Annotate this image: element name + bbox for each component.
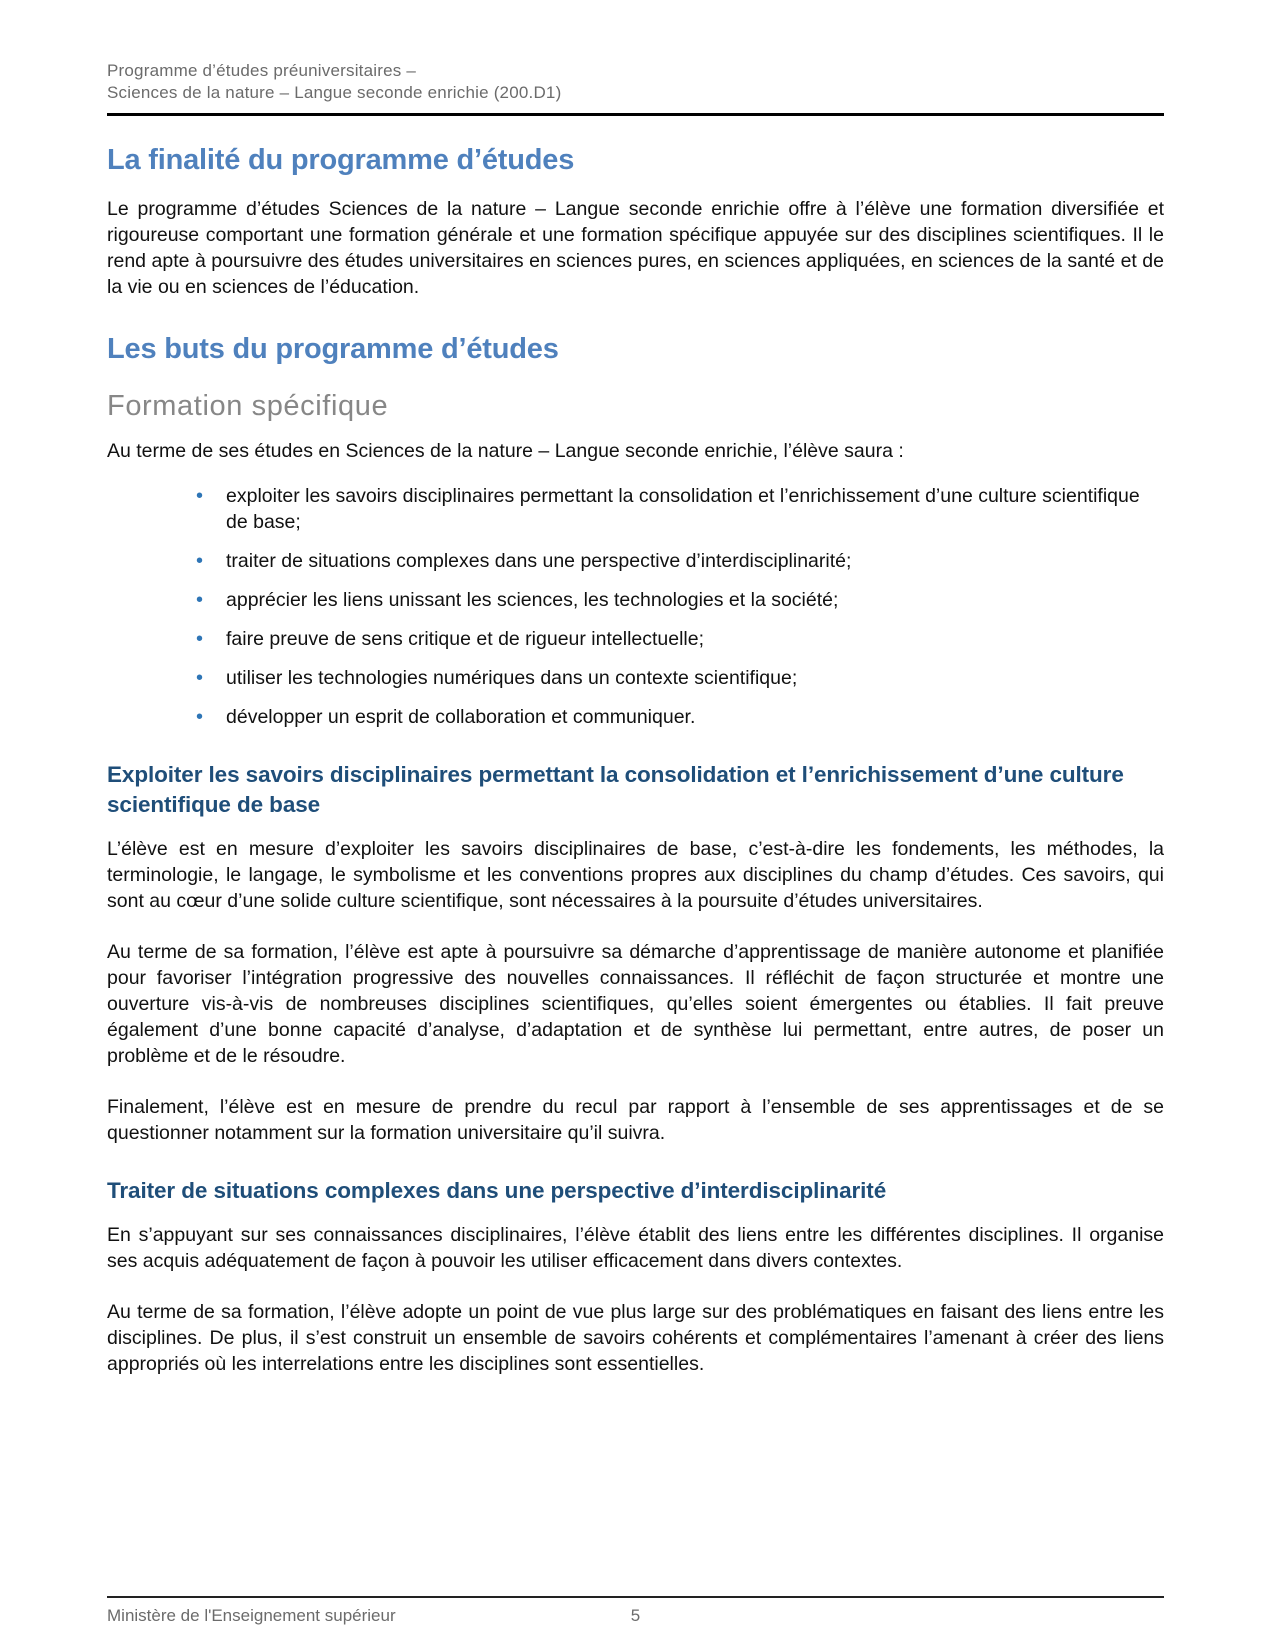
footer-rule [107, 1596, 1164, 1598]
footer-page-number: 5 [630, 1606, 641, 1625]
goal-item-1: • exploiter les savoirs disciplinaires permettant la consolidation et l’enrichissement d’une culture scientifique de base; [190, 483, 1164, 535]
header-line-2: Sciences de la nature – Langue seconde enrichie (200.D1) [107, 83, 562, 102]
paragraph-exploiter-2: Au terme de sa formation, l’élève est apte à poursuivre sa démarche d’apprentissage de manière autonome et planifiée pour favoriser l’intégration progressive des nouvelles connaissances. Il réfléchit de façon structurée et montre une ouverture vis-à-vis de nombreuses disciplines scientifiques, qu’elles soient émergentes ou établies. Il fait preuve également d’une bonne capacité d’analyse, d’adaptation et de synthèse lui permettant, entre autres, de poser un problème et de le résoudre. [107, 941, 1164, 1067]
section-title-buts: Les buts du programme d’études [107, 333, 559, 365]
paragraph-exploiter-1: L’élève est en mesure d’exploiter les savoirs disciplinaires de base, c’est-à-dire les fondements, les méthodes, la terminologie, le langage, le symbolisme et les conventions propres aux disciplines du champ d’études. Ces savoirs, qui sont au cœur d’une solide culture scientifique, sont nécessaires à la poursuite d’études universitaires. [107, 838, 1164, 912]
goal-item-2: • traiter de situations complexes dans une perspective d’interdisciplinarité; [190, 548, 1164, 574]
paragraph-traiter-2: Au terme de sa formation, l’élève adopte un point de vue plus large sur des problématiques en faisant des liens entre les disciplines. De plus, il s’est construit un ensemble de savoirs cohérents et complémentaires l’amenant à créer des liens appropriés où les interrelations entre les disciplines sont essentielles. [107, 1301, 1164, 1375]
subsection-title-formation-specifique: Formation spécifique [107, 390, 389, 422]
paragraph-formation-intro: Au terme de ses études en Sciences de la nature – Langue seconde enrichie, l’élève saura : [107, 440, 904, 462]
paragraph-traiter-1: En s’appuyant sur ses connaissances disciplinaires, l’élève établit des liens entre les différentes disciplines. Il organise ses acquis adéquatement de façon à pouvoir les utiliser efficacement dans divers contextes. [107, 1224, 1164, 1272]
subsection-title-traiter: Traiter de situations complexes dans une perspective d’interdisciplinarité [107, 1178, 887, 1203]
footer-row [107, 1605, 1164, 1627]
subsection-title-exploiter: Exploiter les savoirs disciplinaires permettant la consolidation et l’enrichissement d’une culture scientifique de base [107, 762, 1124, 817]
header-line-1: Programme d’études préuniversitaires – [107, 61, 417, 80]
footer-ministry-label: Ministère de l'Enseignement supérieur [107, 1606, 396, 1625]
document-header [107, 60, 1164, 116]
goal-item-4: • faire preuve de sens critique et de rigueur intellectuelle; [190, 626, 1164, 652]
document-footer [107, 1596, 1164, 1627]
goals-list [190, 483, 1164, 730]
goal-item-5: • utiliser les technologies numériques dans un contexte scientifique; [190, 665, 1164, 691]
paragraph-finalite: Le programme d’études Sciences de la nature – Langue seconde enrichie offre à l’élève une formation diversifiée et rigoureuse comportant une formation générale et une formation spécifique appuyée sur des disciplines scientifiques. Il le rend apte à poursuivre des études universitaires en sciences pures, en sciences appliquées, en sciences de la santé et de la vie ou en sciences de l’éducation. [107, 198, 1164, 298]
paragraph-exploiter-3: Finalement, l’élève est en mesure de prendre du recul par rapport à l’ensemble de ses apprentissages et de se questionner notamment sur la formation universitaire qu’il suivra. [107, 1096, 1164, 1144]
goal-item-6: • développer un esprit de collaboration et communiquer. [190, 704, 1164, 730]
section-title-finalite: La finalité du programme d’études [107, 144, 575, 176]
goal-item-3: • apprécier les liens unissant les sciences, les technologies et la société; [190, 587, 1164, 613]
